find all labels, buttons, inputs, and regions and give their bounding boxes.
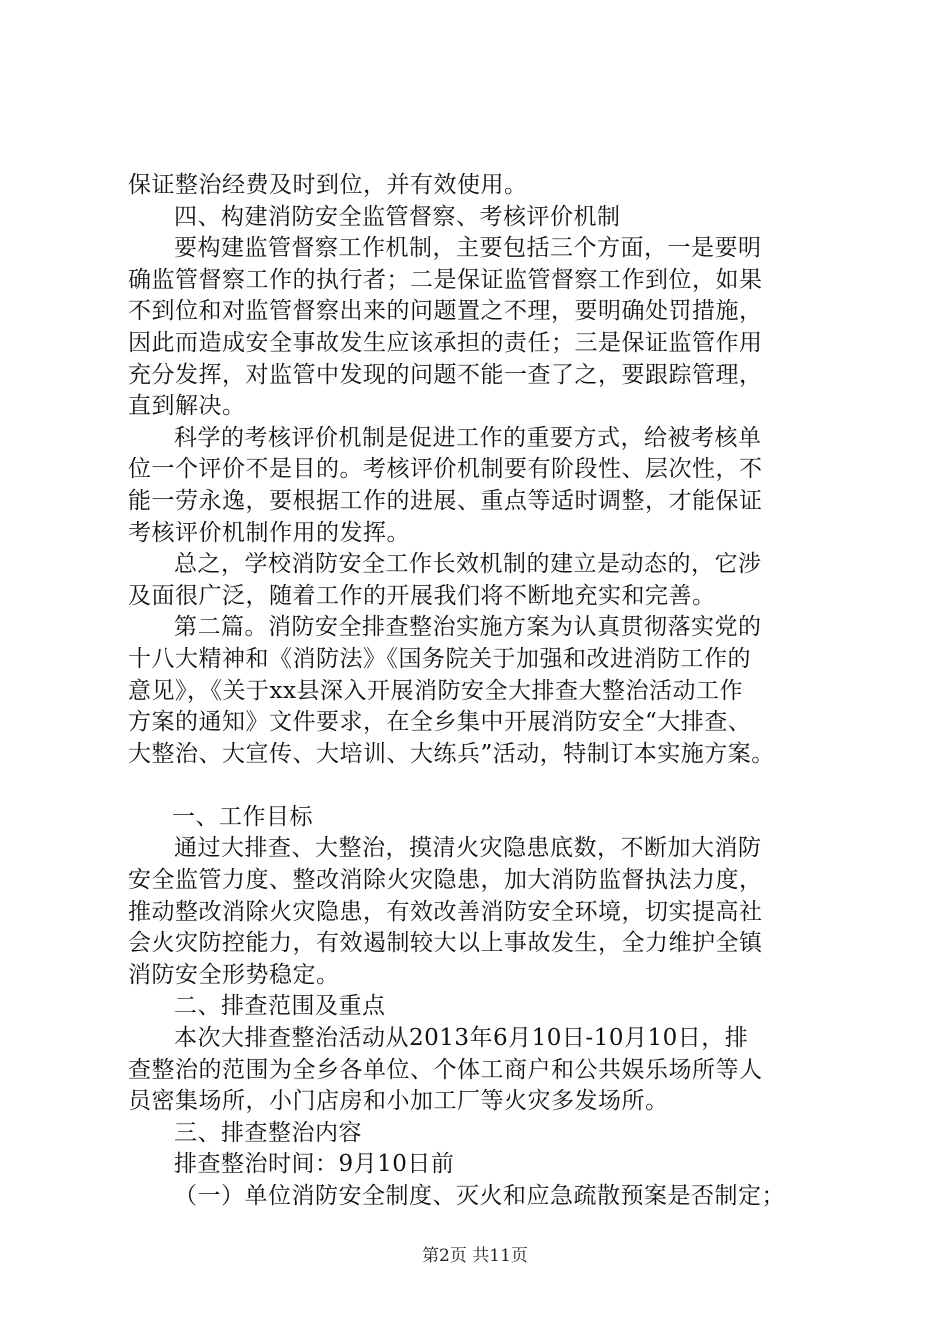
text-line: 因此而造成安全事故发生应该承担的责任；三是保证监管作用 (128, 329, 763, 356)
blank-line (128, 770, 848, 802)
text-line: 科学的考核评价机制是促进工作的重要方式，给被考核单 (174, 424, 762, 451)
text-line: 及面很广泛，随着工作的开展我们将不断地充实和完善。 (128, 582, 716, 609)
text-line: 本次大排查整治活动从2013年6月10日-10月10日，排 (174, 1025, 749, 1052)
section-heading: 四、构建消防安全监管督察、考核评价机制 (174, 203, 621, 230)
text-line: 会火灾防控能力，有效遏制较大以上事故发生，全力维护全镇 (128, 930, 763, 957)
text-line: 排查整治时间：9月10日前 (174, 1151, 455, 1178)
section-heading: 二、排查范围及重点 (174, 993, 386, 1020)
text-line: 第二篇。消防安全排查整治实施方案为认真贯彻落实党的 (174, 614, 762, 641)
text-line: 直到解决。 (128, 393, 246, 420)
text-line: 大整治、大宣传、大培训、大练兵”活动，特制订本实施方案。 (128, 740, 775, 767)
section-heading: 三、排查整治内容 (174, 1119, 362, 1146)
text-line: 位一个评价不是目的。考核评价机制要有阶段性、层次性，不 (128, 456, 763, 483)
text-line: 查整治的范围为全乡各单位、个体工商户和公共娱乐场所等人 (128, 1056, 763, 1083)
text-line: 能一劳永逸，要根据工作的进展、重点等适时调整，才能保证 (128, 487, 763, 514)
text-line: 保证整治经费及时到位，并有效使用。 (128, 172, 528, 198)
text-line: 充分发挥，对监管中发现的问题不能一查了之，要跟踪管理， (128, 361, 763, 388)
text-line: 员密集场所，小门店房和小加工厂等火灾多发场所。 (128, 1088, 669, 1115)
text-line: 通过大排查、大整治，摸清火灾隐患底数，不断加大消防 (174, 835, 762, 862)
text-line: 消防安全形势稳定。 (128, 961, 340, 988)
text-line: 不到位和对监管督察出来的问题置之不理，要明确处罚措施， (128, 298, 763, 325)
text-line: 考核评价机制作用的发挥。 (128, 519, 410, 546)
text-line: 意见》，《关于xx县深入开展消防安全大排查大整治活动工作 (128, 677, 743, 704)
document-body (128, 170, 848, 1213)
text-line: 总之，学校消防安全工作长效机制的建立是动态的，它涉 (174, 551, 762, 578)
text-line: 方案的通知》文件要求，在全乡集中开展消防安全“大排查、 (128, 709, 752, 736)
section-heading: 一、工作目标 (172, 803, 313, 830)
text-line: （一）单位消防安全制度、灭火和应急疏散预案是否制定； (174, 1183, 785, 1209)
text-line: 确监管督察工作的执行者；二是保证监管督察工作到位，如果 (128, 266, 763, 293)
text-line: 十八大精神和《消防法》《国务院关于加强和改进消防工作的 (128, 645, 751, 672)
text-line: 安全监管力度、整改消除火灾隐患，加大消防监督执法力度， (128, 867, 763, 894)
text-line: 推动整改消除火灾隐患，有效改善消防安全环境，切实提高社 (128, 898, 763, 925)
page-number: 第2页 共11页 (422, 1246, 528, 1266)
text-line: 要构建监管督察工作机制，主要包括三个方面，一是要明 (174, 235, 762, 262)
